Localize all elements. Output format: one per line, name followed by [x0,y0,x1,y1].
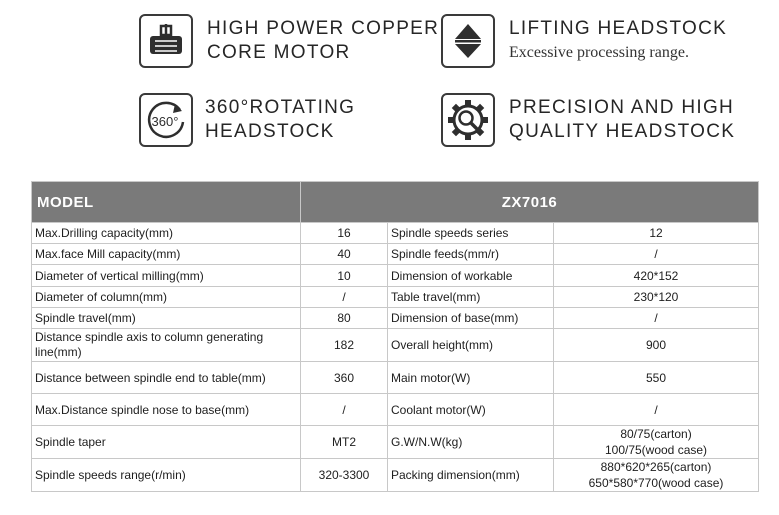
table-row [32,329,759,362]
row-left-value: 80 [301,308,388,329]
row-right-value: / [554,394,759,426]
row-right-value-line-2: 100/75(wood case) [604,443,708,457]
row-left-label: Distance spindle axis to column generating line(mm) [32,329,301,362]
row-left-value: 40 [301,244,388,265]
spec-table [31,181,759,492]
row-left-value: / [301,287,388,308]
row-left-value: / [301,394,388,426]
feature-precision-title: PRECISION AND HIGH QUALITY HEADSTOCK [509,97,736,142]
feature-motor-title: HIGH POWER COPPER CORE MOTOR [207,18,440,63]
row-left-value: 10 [301,265,388,287]
row-left-value: 182 [301,329,388,362]
row-right-value-line-1: 880*620*265(carton) [600,460,712,474]
row-right-value: / [554,244,759,265]
spec-table-header [32,182,759,223]
row-right-value: 550 [554,362,759,394]
feature-lifting-title: LIFTING HEADSTOCK [509,18,728,39]
header-model-label: MODEL [32,182,301,223]
motor-icon [139,14,193,68]
row-left-label: Distance between spindle end to table(mm) [32,362,301,394]
row-left-label: Diameter of column(mm) [32,287,301,308]
row-left-value: 360 [301,362,388,394]
row-right-value: 12 [554,223,759,244]
row-right-value: 230*120 [554,287,759,308]
feature-lifting [441,14,727,68]
row-right-label: Spindle feeds(mm/r) [388,244,554,265]
gear-magnifier-icon [441,93,495,147]
row-right-value [554,426,759,459]
row-left-value: 320-3300 [301,459,388,492]
rotate-360-label: 360° [151,114,179,129]
table-row [32,287,759,308]
header-model-name: ZX7016 [301,182,759,223]
row-left-value: 16 [301,223,388,244]
feature-precision [441,93,735,147]
row-left-label: Diameter of vertical milling(mm) [32,265,301,287]
rotate-360-icon [139,93,193,147]
table-row [32,244,759,265]
feature-rotating-title: 360°ROTATING HEADSTOCK [205,97,356,142]
feature-lifting-subtitle: Excessive processing range. [509,44,689,61]
row-left-value: MT2 [301,426,388,459]
up-down-arrows-icon [441,14,495,68]
row-right-value: 420*152 [554,265,759,287]
table-row [32,265,759,287]
row-right-label: Table travel(mm) [388,287,554,308]
row-right-label: Coolant motor(W) [388,394,554,426]
table-row [32,394,759,426]
row-right-value [554,459,759,492]
row-left-label: Spindle taper [32,426,301,459]
row-right-label: Dimension of base(mm) [388,308,554,329]
row-left-label: Max.Drilling capacity(mm) [32,223,301,244]
row-right-label: Dimension of workable [388,265,554,287]
row-left-label: Spindle travel(mm) [32,308,301,329]
feature-rotating [139,93,355,147]
row-right-value-line-1: 80/75(carton) [620,427,692,441]
row-right-value-line-2: 650*580*770(wood case) [588,476,724,490]
table-row [32,426,759,459]
table-row [32,223,759,244]
row-right-value: 900 [554,329,759,362]
row-left-label: Spindle speeds range(r/min) [32,459,301,492]
feature-rotating-text [205,96,355,144]
row-left-label: Max.Distance spindle nose to base(mm) [32,394,301,426]
feature-precision-text [509,96,735,144]
row-right-label: Main motor(W) [388,362,554,394]
row-right-label: G.W/N.W(kg) [388,426,554,459]
row-right-label: Packing dimension(mm) [388,459,554,492]
feature-motor [139,14,439,68]
feature-lifting-text [509,17,727,65]
row-right-value: / [554,308,759,329]
table-row [32,308,759,329]
row-right-label: Spindle speeds series [388,223,554,244]
feature-motor-text [207,17,439,65]
table-row [32,362,759,394]
table-row [32,459,759,492]
row-left-label: Max.face Mill capacity(mm) [32,244,301,265]
row-right-label: Overall height(mm) [388,329,554,362]
